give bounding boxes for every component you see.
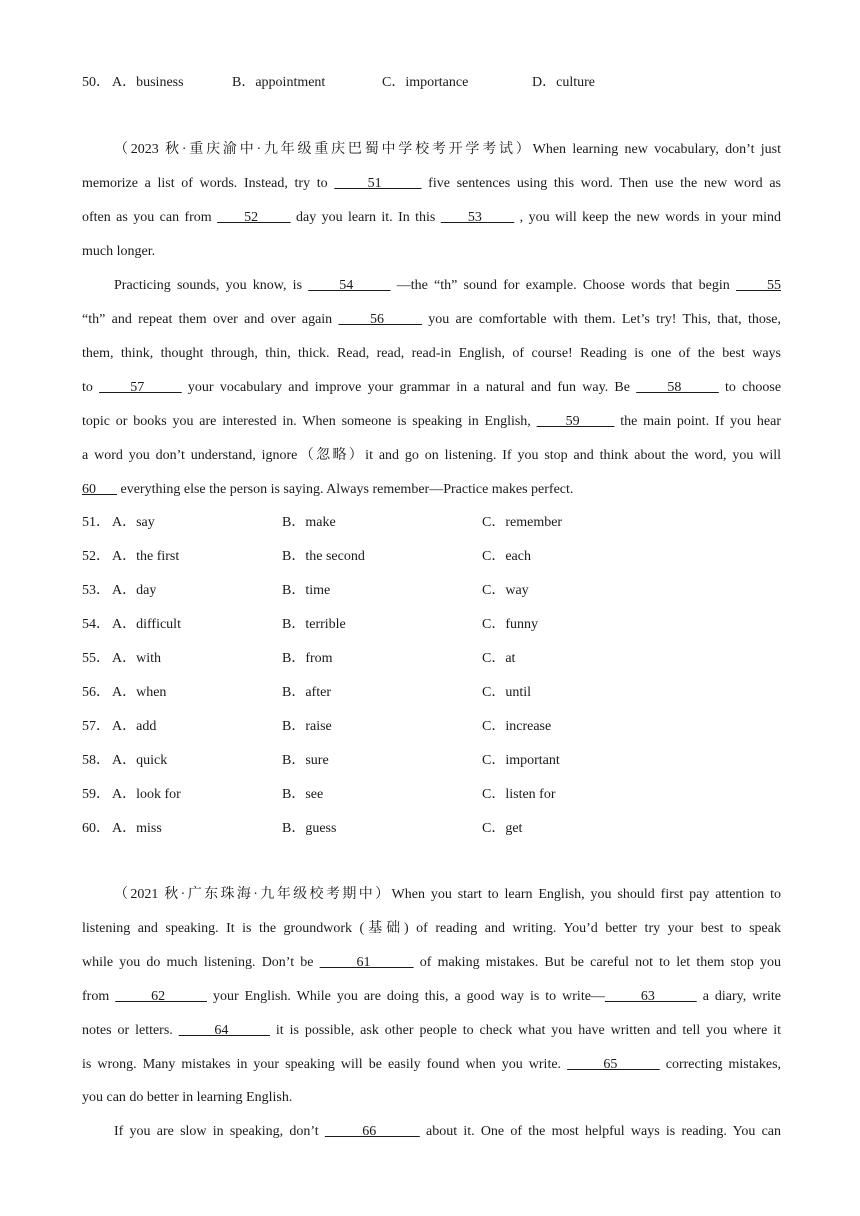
blank-53: 53: [440, 210, 515, 225]
option-a: A．look for: [112, 787, 181, 802]
option-row: 55． A．with B．from C．at: [82, 649, 781, 669]
passage-line: （2021 秋·广东珠海·九年级校考期中）When you start to learn English, you should first pay attention to: [114, 887, 781, 902]
option-c: C．get: [482, 821, 523, 836]
option-b: B．from: [282, 651, 333, 666]
blank-63: 63: [604, 989, 697, 1004]
passage-line: a word you don’t understand, ignore（忽略）it and go on listening. If you stop and think about the word, you will: [82, 448, 781, 463]
passage-line: while you do much listening. Don’t be 61 of making mistakes. But be careful not to let them stop you: [82, 955, 781, 970]
option-c: C．increase: [482, 719, 552, 734]
option-row: 52． A．the first B．the second C．each: [82, 547, 781, 567]
blank-52: 52: [217, 210, 291, 225]
option-row: 53． A．day B．time C．way: [82, 581, 781, 601]
option-d: D．culture: [532, 75, 595, 90]
passage-line: much longer.: [82, 244, 156, 259]
option-c: C．funny: [482, 617, 538, 632]
option-a: A．business: [112, 75, 184, 90]
option-b: B．after: [282, 685, 331, 700]
passage-line: often as you can from 52 day you learn it. In this 53 , you will keep the new words in your mind: [82, 210, 782, 225]
blank-51: 51: [334, 176, 422, 191]
option-a: A．day: [112, 583, 157, 598]
passage-line: topic or books you are interested in. When someone is speaking in English, 59 the main point. If you hear: [82, 414, 782, 429]
option-c: C．listen for: [482, 787, 556, 802]
option-row: 54． A．difficult B．terrible C．funny: [82, 615, 781, 635]
option-row: 56． A．when B．after C．until: [82, 683, 781, 703]
option-b: B．make: [282, 515, 336, 530]
blank-55: 55: [735, 278, 782, 293]
passage-line: 60 everything else the person is saying. Always remember—Practice makes perfect.: [82, 482, 574, 497]
option-c: C．way: [482, 583, 529, 598]
option-c: C．until: [482, 685, 532, 700]
option-b: B．time: [282, 583, 331, 598]
blank-65: 65: [567, 1057, 660, 1072]
option-b: B．guess: [282, 821, 337, 836]
option-row: 59． A．look for B．see C．listen for: [82, 785, 781, 805]
passage-line: Practicing sounds, you know, is 54 —the “th” sound for example. Choose words that begin 55: [114, 278, 782, 293]
passage-line: memorize a list of words. Instead, try to 51 five sentences using this word. Then use the new word as: [82, 176, 781, 191]
option-row: 57． A．add B．raise C．increase: [82, 717, 781, 737]
blank-60: 60: [82, 482, 117, 497]
blank-56: 56: [338, 312, 422, 327]
blank-54: 54: [308, 278, 391, 293]
passage-line: “th” and repeat them over and over again 56 you are comfortable with them. Let’s try! This, that, those,: [82, 312, 782, 327]
passage-line: If you are slow in speaking, don’t 66 about it. One of the most helpful ways is reading. You can: [114, 1124, 781, 1139]
option-a: A．miss: [112, 821, 162, 836]
option-b: B．see: [282, 787, 324, 802]
passage-line: is wrong. Many mistakes in your speaking will be easily found when you write. 65 correcting mistakes,: [82, 1057, 782, 1072]
option-a: A．with: [112, 651, 161, 666]
blank-62: 62: [115, 989, 207, 1004]
option-a: A．the first: [112, 549, 180, 564]
option-c: C．at: [482, 651, 516, 666]
option-c: C．remember: [482, 515, 563, 530]
blank-57: 57: [99, 380, 182, 395]
option-c: C．each: [482, 549, 531, 564]
blank-58: 58: [636, 380, 719, 395]
option-row: 58． A．quick B．sure C．important: [82, 751, 781, 771]
option-a: A．difficult: [112, 617, 181, 632]
option-row: 60． A．miss B．guess C．get: [82, 819, 781, 839]
passage-line: to 57 your vocabulary and improve your grammar in a natural and fun way. Be 58 to choose: [82, 380, 782, 395]
blank-61: 61: [319, 955, 414, 970]
option-b: B．terrible: [282, 617, 346, 632]
blank-59: 59: [536, 414, 615, 429]
option-b: B．appointment: [232, 75, 326, 90]
option-a: A．say: [112, 515, 155, 530]
question-number: 50．: [82, 75, 110, 90]
option-a: A．quick: [112, 753, 168, 768]
option-a: A．when: [112, 685, 167, 700]
passage-line: notes or letters. 64 it is possible, ask other people to check what you have written and tell you where it: [82, 1023, 782, 1038]
blank-64: 64: [178, 1023, 270, 1038]
option-b: B．the second: [282, 549, 365, 564]
passage-line: you can do better in learning English.: [82, 1090, 293, 1105]
option-b: B．sure: [282, 753, 329, 768]
passage-line: them, think, thought through, thin, thick. Read, read, read-in English, of course! Reading is one of the best ways: [82, 346, 781, 361]
blank-66: 66: [324, 1124, 420, 1139]
passage-line: （2023 秋·重庆渝中·九年级重庆巴蜀中学校考开学考试）When learning new vocabulary, don’t just: [114, 142, 781, 157]
option-c: C．important: [482, 753, 560, 768]
option-b: B．raise: [282, 719, 332, 734]
option-row: 51． A．say B．make C．remember: [82, 513, 781, 533]
option-a: A．add: [112, 719, 157, 734]
passage-line: listening and speaking. It is the groundwork (基础) of reading and writing. You’d better try your best to speak: [82, 921, 781, 936]
passage-line: from 62 your English. While you are doing this, a good way is to write— 63 a diary, write: [82, 989, 782, 1004]
option-c: C．importance: [382, 75, 469, 90]
